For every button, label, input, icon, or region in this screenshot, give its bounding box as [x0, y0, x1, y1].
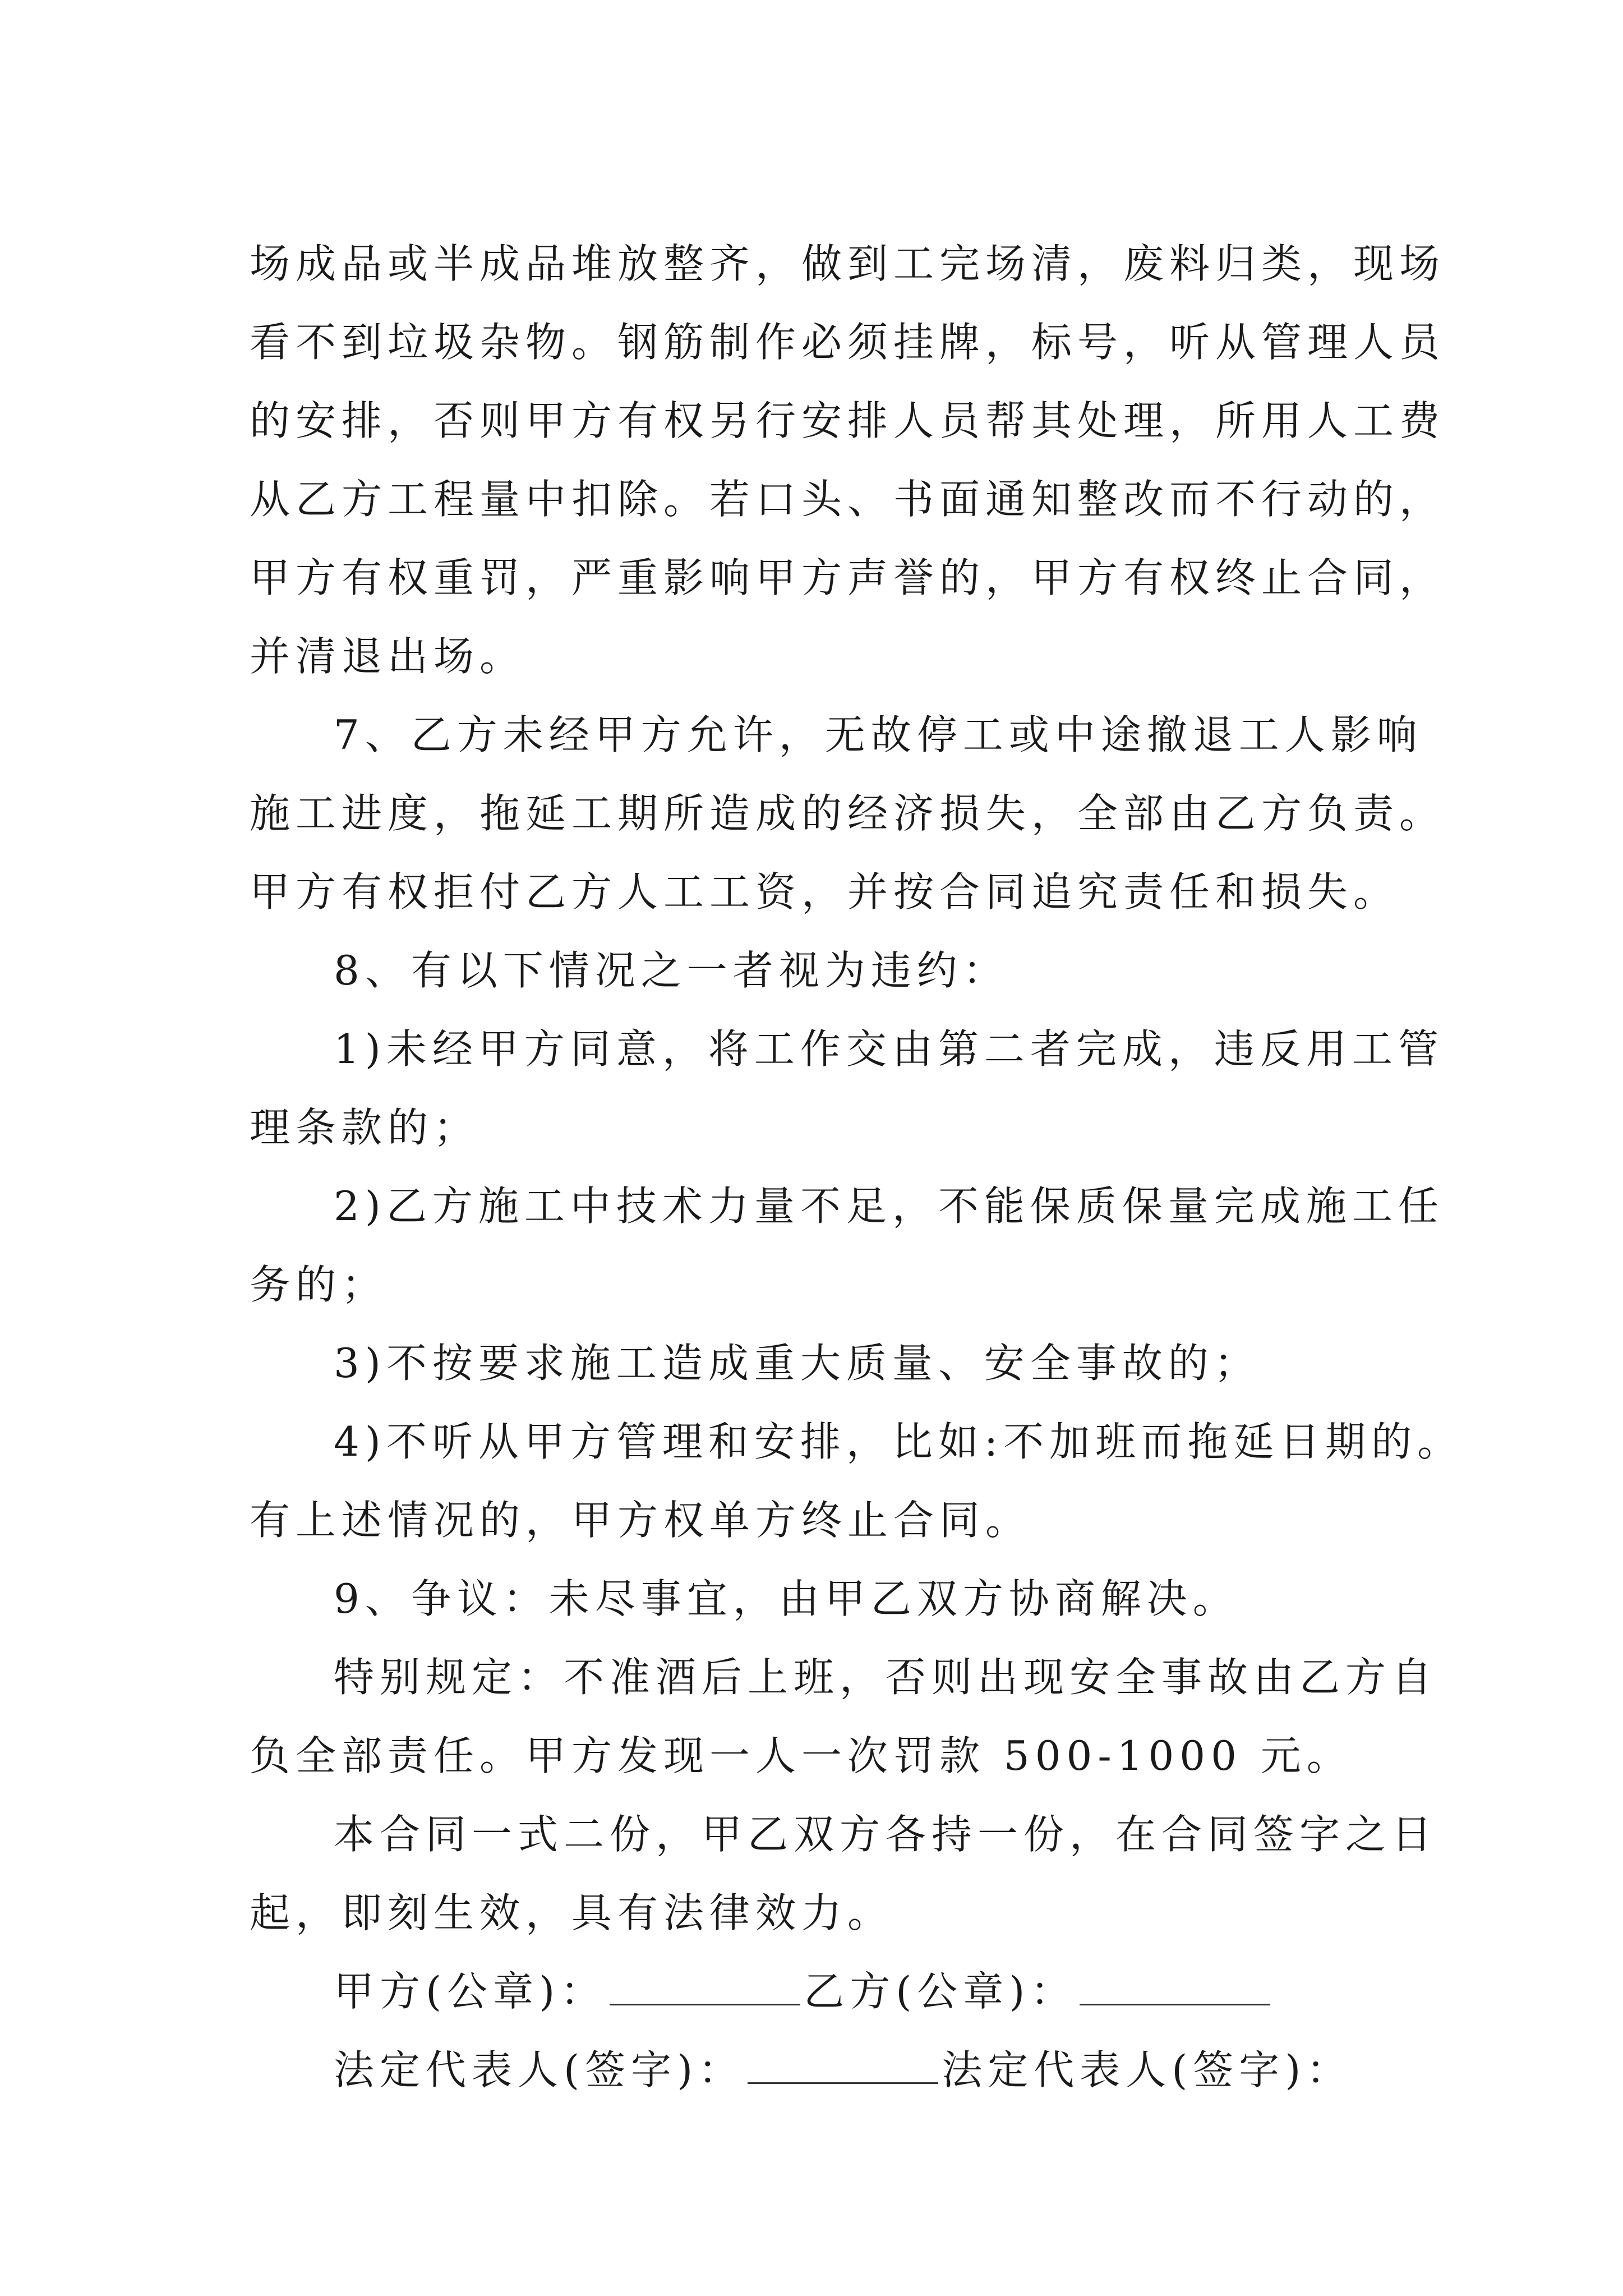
- text-line-4: 从乙方工程量中扣除。若口头、书面通知整改而不行动的，: [250, 476, 1446, 523]
- text-line-2: 看不到垃圾杂物。钢筋制作必须挂牌，标号，听从管理人员: [250, 319, 1446, 366]
- effectiveness-line-1: 本合同一式二份，甲乙双方各持一份，在合同签字之日: [334, 1811, 1438, 1858]
- text-line-6: 并清退出场。: [250, 633, 526, 680]
- clause-7-line-1: 7、乙方未经甲方允许，无故停工或中途撤退工人影响: [334, 711, 1423, 758]
- clause-8-item-2-line-1: 2)乙方施工中技术力量不足，不能保质保量完成施工任: [334, 1182, 1444, 1230]
- text-line-5: 甲方有权重罚，严重影响甲方声誉的，甲方有权终止合同，: [250, 554, 1446, 601]
- clause-7-line-2: 施工进度，拖延工期所造成的经济损失，全部由乙方负责。: [250, 790, 1446, 837]
- clause-9: 9、争议：未尽事宜，由甲乙双方协商解决。: [334, 1575, 1239, 1622]
- party-a-rep-blank: [748, 2049, 938, 2084]
- clause-8-item-1-line-2: 理条款的；: [250, 1104, 480, 1151]
- party-a-seal-blank: [610, 1970, 800, 2005]
- clause-8-item-4: 4)不听从甲方管理和安排，比如:不加班而拖延日期的。: [334, 1418, 1464, 1465]
- clause-8-heading: 8、有以下情况之一者视为违约：: [334, 947, 1009, 994]
- special-rule-line-1: 特别规定：不准酒后上班，否则出现安全事故由乙方自: [334, 1654, 1438, 1701]
- party-b-rep-label: 法定代表人(签字)：: [942, 2046, 1353, 2093]
- representative-row: [250, 2031, 1399, 2109]
- party-a-seal-label: 甲方(公章)：: [334, 1968, 607, 2015]
- text-line-1: 场成品或半成品堆放整齐，做到工完场清，废料归类，现场: [250, 240, 1446, 287]
- clause-8-item-2-line-2: 务的；: [250, 1261, 388, 1308]
- contract-body: [250, 224, 1464, 2109]
- party-b-seal-blank: [1080, 1970, 1270, 2005]
- special-rule-line-2: 负全部责任。甲方发现一人一次罚款 500-1000 元。: [250, 1732, 1353, 1779]
- clause-7-line-3: 甲方有权拒付乙方人工工资，并按合同追究责任和损失。: [250, 868, 1400, 915]
- text-line-3: 的安排，否则甲方有权另行安排人员帮其处理，所用人工费: [250, 397, 1446, 444]
- seal-row: [250, 1952, 1399, 2031]
- clause-8-item-3: 3)不按要求施工造成重大质量、安全事故的；: [334, 1340, 1260, 1387]
- clause-8-summary: 有上述情况的，甲方权单方终止合同。: [250, 1497, 1032, 1544]
- clause-8-item-1-line-1: 1)未经甲方同意，将工作交由第二者完成，违反用工管: [334, 1025, 1444, 1073]
- effectiveness-line-2: 起，即刻生效，具有法律效力。: [250, 1889, 894, 1936]
- party-a-rep-label: 法定代表人(签字)：: [334, 2046, 745, 2093]
- party-b-seal-label: 乙方(公章)：: [804, 1968, 1077, 2015]
